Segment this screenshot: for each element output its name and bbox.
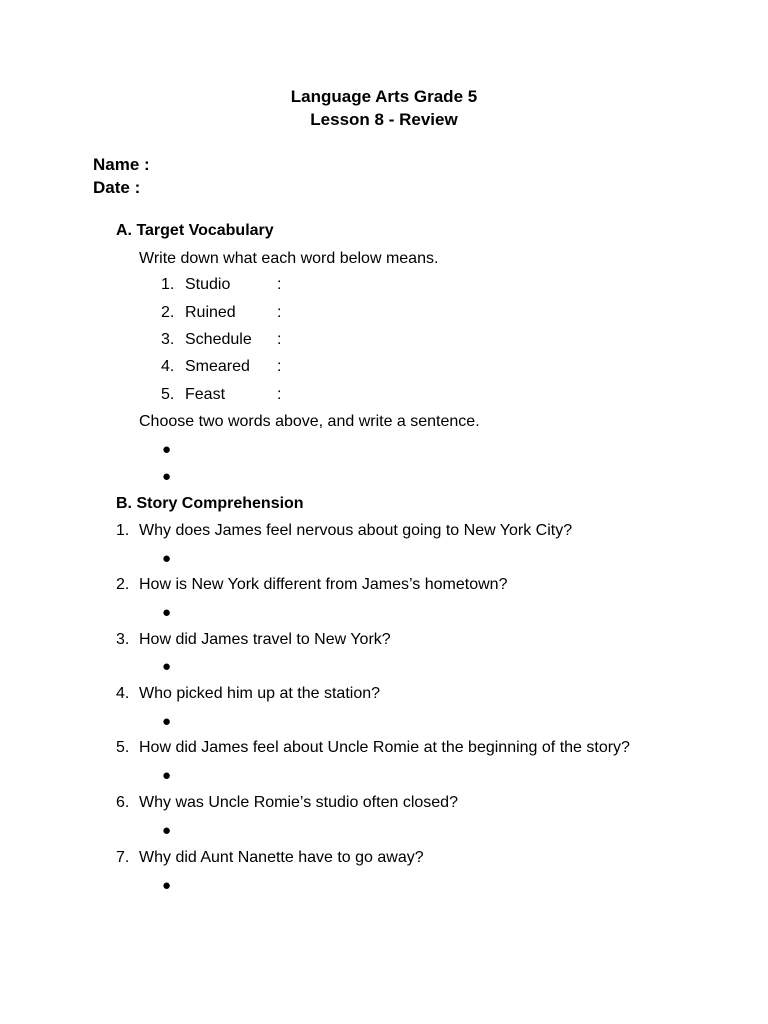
question-number: 4.	[116, 685, 130, 702]
vocab-colon: :	[277, 358, 282, 375]
worksheet-title: Language Arts Grade 5	[290, 87, 478, 106]
vocab-number: 1.	[161, 276, 175, 293]
question-number: 5.	[116, 739, 130, 756]
vocab-word: Schedule	[185, 331, 252, 348]
answer-bullet: ●	[162, 658, 172, 675]
question-text: How did James feel about Uncle Romie at the beginning of the story?	[139, 739, 630, 756]
question-number: 7.	[116, 849, 130, 866]
sentence-instruction: Choose two words above, and write a sentence.	[139, 413, 480, 430]
answer-bullet: ●	[162, 468, 172, 485]
answer-bullet: ●	[162, 550, 172, 567]
vocab-number: 5.	[161, 386, 175, 403]
answer-bullet: ●	[162, 713, 172, 730]
vocab-word: Feast	[185, 386, 226, 403]
date-label: Date :	[93, 178, 141, 197]
section-a-heading: A. Target Vocabulary	[116, 222, 274, 239]
vocab-word: Smeared	[185, 358, 250, 375]
answer-bullet: ●	[162, 604, 172, 621]
question-number: 6.	[116, 794, 130, 811]
question-text: Why did Aunt Nanette have to go away?	[139, 849, 424, 866]
vocab-word: Studio	[185, 276, 231, 293]
vocab-number: 4.	[161, 358, 175, 375]
question-text: How is New York different from James’s hometown?	[139, 576, 508, 593]
question-number: 3.	[116, 631, 130, 648]
name-label: Name :	[93, 155, 150, 174]
vocab-colon: :	[277, 386, 282, 403]
question-text: Why was Uncle Romie’s studio often closed?	[139, 794, 458, 811]
vocab-number: 2.	[161, 304, 175, 321]
question-text: Who picked him up at the station?	[139, 685, 381, 702]
answer-bullet: ●	[162, 822, 172, 839]
vocab-word: Ruined	[185, 304, 236, 321]
question-number: 1.	[116, 522, 130, 539]
question-text: How did James travel to New York?	[139, 631, 391, 648]
vocabulary-instruction: Write down what each word below means.	[139, 250, 439, 267]
answer-bullet: ●	[162, 441, 172, 458]
answer-bullet: ●	[162, 767, 172, 784]
answer-bullet: ●	[162, 877, 172, 894]
question-number: 2.	[116, 576, 130, 593]
question-text: Why does James feel nervous about going to New York City?	[139, 522, 573, 539]
vocab-number: 3.	[161, 331, 175, 348]
vocab-colon: :	[277, 304, 282, 321]
section-b-heading: B. Story Comprehension	[116, 495, 304, 512]
worksheet-subtitle: Lesson 8 - Review	[310, 110, 458, 129]
vocab-colon: :	[277, 276, 282, 293]
vocab-colon: :	[277, 331, 282, 348]
